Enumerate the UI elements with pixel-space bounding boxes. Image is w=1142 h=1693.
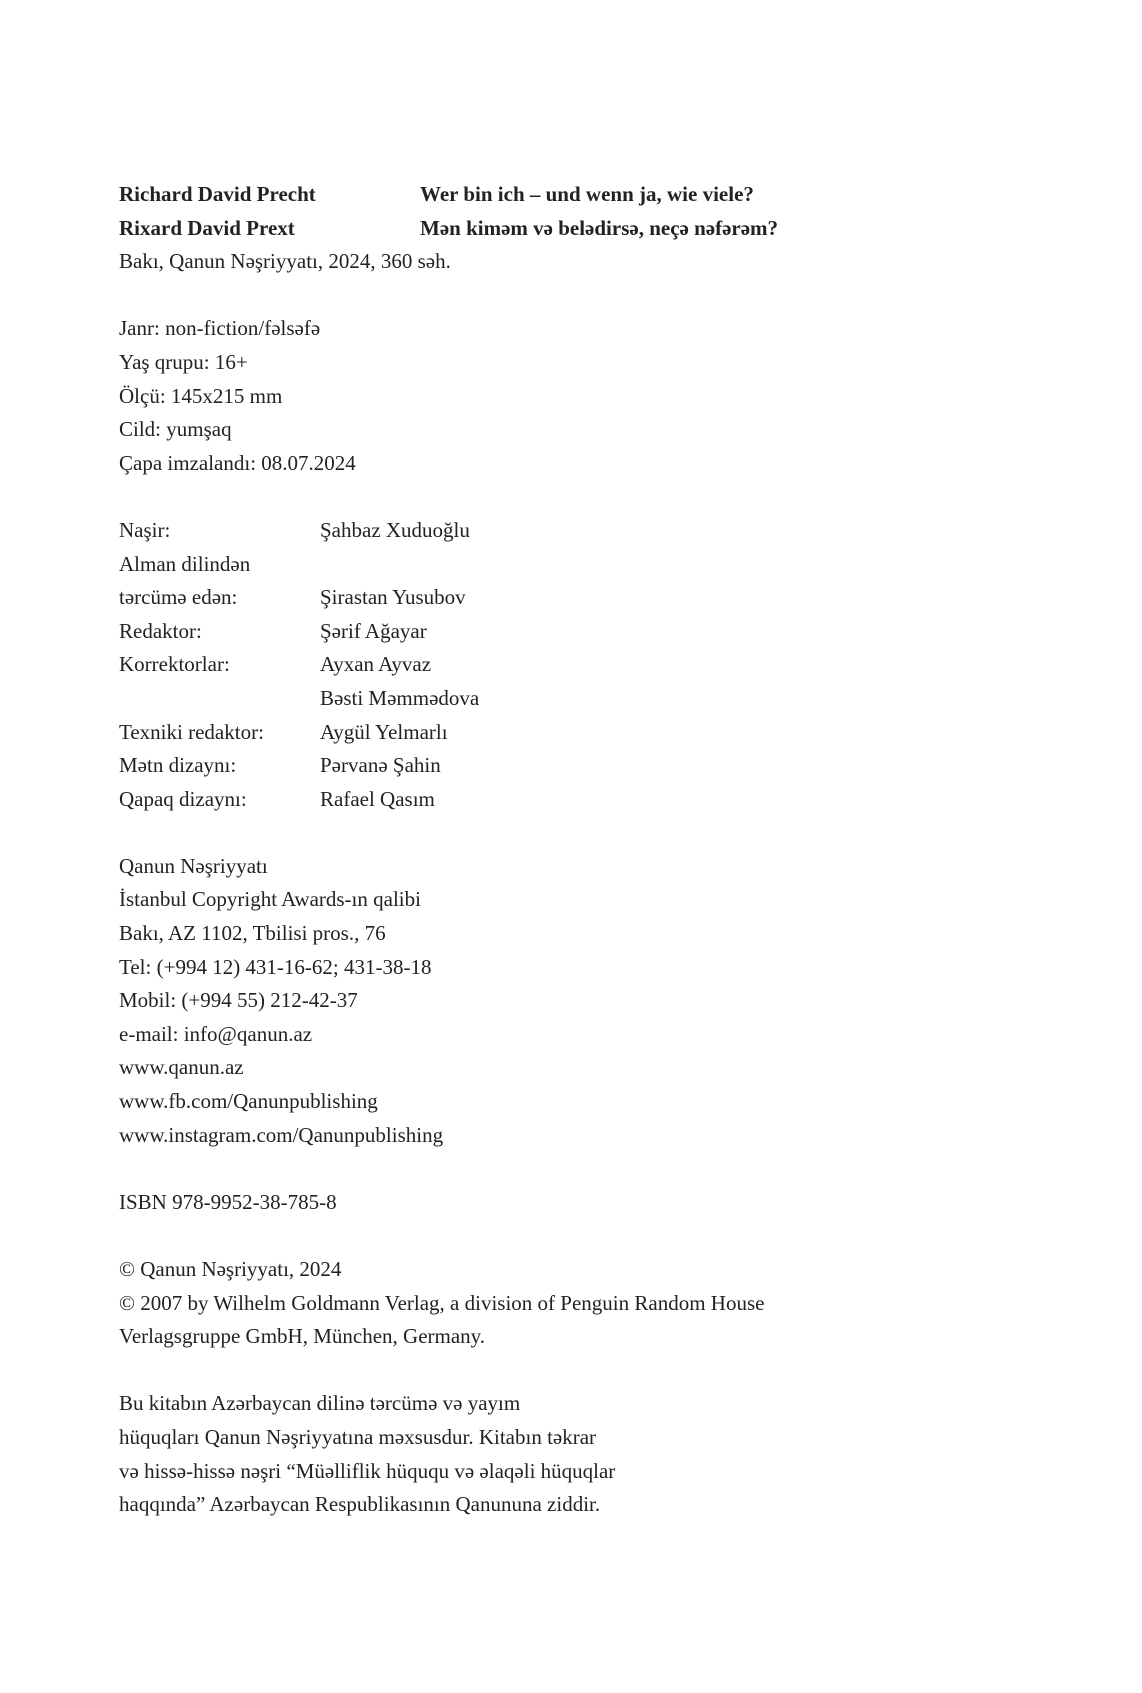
specs-block — [119, 312, 1019, 480]
original-title-row — [119, 178, 1019, 212]
credit-row — [119, 648, 1019, 682]
copyright-block — [119, 1253, 1019, 1354]
credit-name: Bəsti Məmmədova — [320, 685, 480, 710]
credit-role: Redaktor: — [119, 618, 202, 643]
credit-name: Aygül Yelmarlı — [320, 719, 448, 744]
credit-role: Korrektorlar: — [119, 652, 230, 677]
credit-row — [119, 783, 1019, 817]
credit-role: Qapaq dizaynı: — [119, 786, 247, 811]
credit-row — [119, 716, 1019, 750]
spec-genre: Janr: non-fiction/fəlsəfə — [119, 316, 321, 341]
publisher-block — [119, 850, 1019, 1152]
credit-row — [119, 615, 1019, 649]
credit-name: Ayxan Ayvaz — [320, 652, 432, 677]
copyright-line: © Qanun Nəşriyyatı, 2024 — [119, 1257, 342, 1281]
credit-row — [119, 749, 1019, 783]
rights-notice — [119, 1387, 1019, 1521]
credit-name: Şirastan Yusubov — [320, 585, 466, 610]
publisher-award: İstanbul Copyright Awards-ın qalibi — [119, 887, 421, 912]
publisher-instagram: www.instagram.com/Qanunpublishing — [119, 1122, 444, 1147]
rights-line: hüquqları Qanun Nəşriyyatına məxsusdur. Kitabın təkrar — [119, 1424, 597, 1449]
copyright-line: Verlagsgruppe GmbH, München, Germany. — [119, 1324, 486, 1349]
publisher-tel: Tel: (+994 12) 431-16-62; 431-38-18 — [119, 954, 432, 979]
credits-block — [119, 514, 1019, 816]
credit-name: Şahbaz Xuduoğlu — [320, 517, 470, 542]
credit-row — [119, 682, 1019, 716]
rights-line: Bu kitabın Azərbaycan dilinə tərcümə və yayım — [119, 1391, 521, 1416]
spec-binding: Cild: yumşaq — [119, 417, 232, 442]
rights-line: və hissə-hissə nəşri “Müəlliflik hüququ və əlaqəli hüquqlar — [119, 1458, 616, 1483]
credit-name: Pərvanə Şahin — [320, 753, 441, 778]
copyright-line: © 2007 by Wilhelm Goldmann Verlag, a division of Penguin Random House — [119, 1290, 765, 1315]
publisher-facebook: www.fb.com/Qanunpublishing — [119, 1089, 378, 1114]
rights-line: haqqında” Azərbaycan Respublikasının Qanununa ziddir. — [119, 1492, 601, 1517]
credit-role: Mətn dizaynı: — [119, 753, 237, 778]
spec-size: Ölçü: 145x215 mm — [119, 383, 283, 408]
credit-row — [119, 514, 1019, 548]
credit-role: Texniki redaktor: — [119, 719, 264, 744]
title-translit: Mən kiməm və belədirsə, neçə nəfərəm? — [420, 215, 779, 240]
author-original: Richard David Precht — [119, 182, 316, 206]
credit-name: Rafael Qasım — [320, 786, 435, 811]
credit-name: Şərif Ağayar — [320, 618, 427, 643]
spec-print-date: Çapa imzalandı: 08.07.2024 — [119, 450, 356, 475]
publisher-website: www.qanun.az — [119, 1055, 244, 1080]
credit-role: Naşir: — [119, 517, 171, 542]
spec-age: Yaş qrupu: 16+ — [119, 349, 248, 374]
credit-role: tərcümə edən: — [119, 585, 238, 610]
imprint-line: Bakı, Qanun Nəşriyyatı, 2024, 360 səh. — [119, 249, 451, 274]
author-translit: Rixard David Prext — [119, 215, 295, 240]
publisher-email: e-mail: info@qanun.az — [119, 1021, 313, 1046]
isbn: ISBN 978-9952-38-785-8 — [119, 1189, 337, 1214]
credit-role — [119, 682, 320, 716]
credit-row — [119, 548, 1019, 582]
publisher-mobile: Mobil: (+994 55) 212-42-37 — [119, 988, 358, 1013]
credit-role: Alman dilindən — [119, 551, 251, 576]
publisher-address: Bakı, AZ 1102, Tbilisi pros., 76 — [119, 921, 386, 946]
credit-row — [119, 581, 1019, 615]
title-original: Wer bin ich – und wenn ja, wie viele? — [420, 182, 754, 206]
copyright-page — [119, 178, 1019, 1522]
publisher-name: Qanun Nəşriyyatı — [119, 853, 268, 878]
translit-title-row — [119, 212, 1019, 246]
